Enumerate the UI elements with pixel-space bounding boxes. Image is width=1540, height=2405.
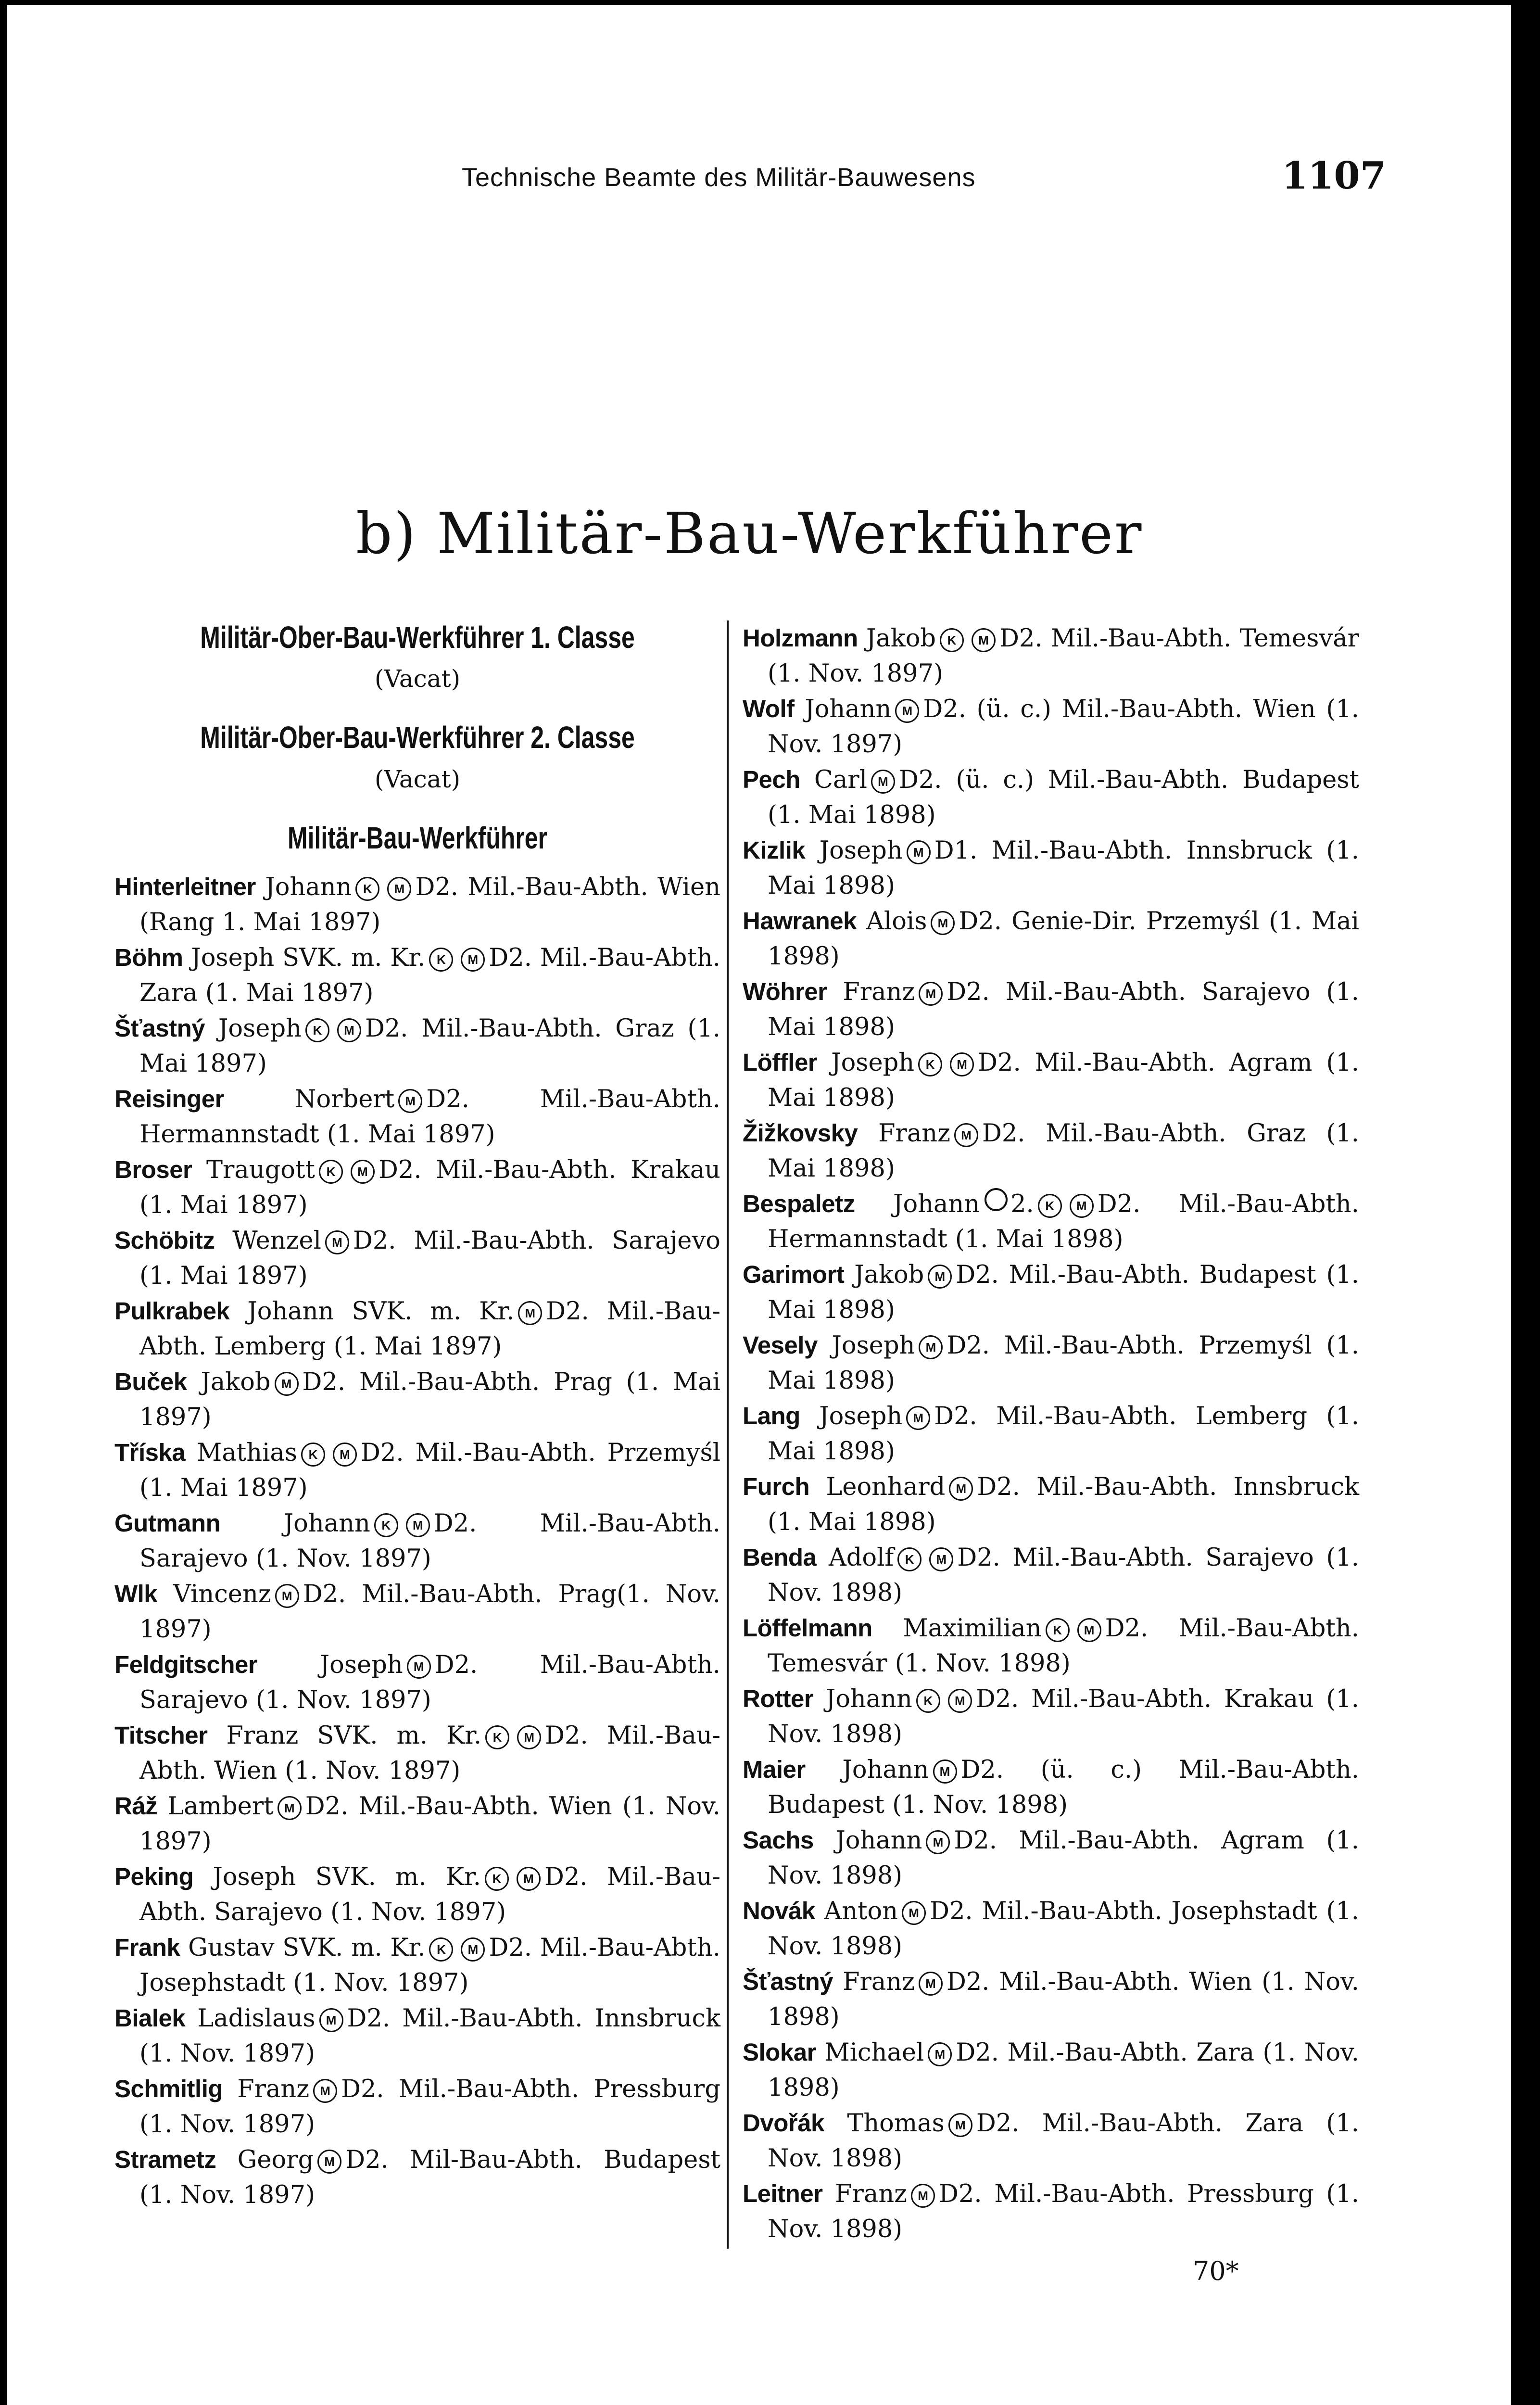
entry-details: D2. Mil.-Bau-Abth. Zara (1. Nov. 1898): [768, 2109, 1359, 2173]
scan-edge-left: [0, 0, 7, 2405]
personnel-entry: [743, 1186, 1359, 1257]
personnel-entry: [743, 1610, 1359, 1681]
entry-details: D2. Mil.-Bau-Abth. Graz (1. Mai 1898): [768, 1119, 1359, 1183]
entry-name: Strametz: [114, 2146, 216, 2174]
entry-details: D2. Mil.-Bau-Abth. Sarajevo (1. Nov. 1897): [139, 1863, 720, 1927]
entry-firstname: Johann: [893, 1190, 980, 1218]
m-circle-icon: M: [928, 2042, 952, 2066]
right-column: [743, 620, 1359, 2247]
entry-name: Schmitlig: [114, 2075, 223, 2103]
entry-name: Lang: [743, 1402, 800, 1430]
m-circle-icon: M: [317, 2150, 341, 2174]
entry-details: D2. Mil.-Bau-Abth. Temesvár (1. Nov. 1898): [768, 1614, 1359, 1678]
signature-mark: 70*: [1193, 2256, 1239, 2286]
m-circle-icon: M: [406, 1513, 430, 1537]
entry-firstname: Thomas: [847, 2109, 945, 2138]
entry-details: D2. Mil.-Bau-Abth. Pressburg (1. Nov. 1898): [768, 2180, 1359, 2243]
personnel-entry: [114, 940, 720, 1011]
entry-details: D2. Mil.-Bau-Abth. Zara (1. Nov. 1898): [768, 2038, 1359, 2102]
m-circle-icon: M: [461, 1937, 485, 1962]
entry-name: Böhm: [114, 944, 183, 972]
entry-firstname: Joseph: [819, 1402, 903, 1430]
entry-details: D2. Mil.-Bau-Abth. Agram (1. Mai 1898): [768, 1049, 1360, 1112]
entry-name: Pulkrabek: [114, 1297, 230, 1325]
personnel-entry: [114, 1081, 720, 1152]
personnel-entry: [114, 1223, 720, 1293]
personnel-entry: [743, 2035, 1359, 2105]
entry-details: D2. Mil.-Bau-Abth. Sarajevo (1. Mai 1897): [139, 1227, 720, 1291]
entry-details: D2. (ü. c.) Mil.-Bau-Abth. Wien (1. Nov. 1897): [768, 695, 1359, 759]
personnel-entry: [743, 2105, 1359, 2176]
entry-details: D2. Mil.-Bau-Abth. Sarajevo (1. Mai 1898): [768, 978, 1359, 1041]
m-circle-icon: M: [948, 1689, 972, 1713]
m-circle-icon: M: [919, 982, 943, 1006]
m-circle-icon: M: [325, 1230, 349, 1254]
entry-name: Benda: [743, 1544, 817, 1571]
m-circle-icon: M: [906, 1406, 930, 1430]
personnel-entry: [743, 1469, 1359, 1540]
k-circle-icon: K: [485, 1867, 509, 1891]
m-circle-icon: M: [387, 877, 411, 901]
k-circle-icon: K: [355, 877, 379, 901]
entry-name: Sachs: [743, 1826, 814, 1854]
personnel-entry: [743, 903, 1359, 974]
k-circle-icon: K: [485, 1725, 509, 1749]
m-circle-icon: M: [919, 1335, 943, 1359]
entry-name: Bespaletz: [743, 1190, 855, 1217]
entry-firstname: Vincenz: [173, 1580, 271, 1609]
scan-edge-right: [1511, 0, 1540, 2405]
personnel-entry: [114, 1859, 720, 1930]
entry-firstname: Joseph SVK. m. Kr.: [213, 1863, 481, 1892]
m-circle-icon: M: [275, 1372, 299, 1396]
personnel-entry: [743, 1540, 1359, 1610]
k-circle-icon: K: [429, 948, 453, 972]
entry-firstname: Franz: [843, 978, 915, 1006]
entry-name: Löffelmann: [743, 1614, 872, 1642]
entry-name: Tříska: [114, 1439, 186, 1467]
entry-name: Wolf: [743, 695, 795, 722]
k-circle-icon: K: [1046, 1618, 1070, 1642]
entry-details: D2. Mil.-Bau-Abth. Wien (1. Nov. 1897): [139, 1721, 720, 1785]
entry-firstname: Franz: [843, 1968, 915, 1996]
m-circle-icon: M: [517, 1725, 541, 1749]
entry-details: D2. Mil.-Bau-Abth. Josephstadt (1. Nov. 1897): [139, 1934, 720, 1998]
entry-firstname: Joseph: [319, 1651, 403, 1680]
entry-firstname: Johann: [842, 1756, 929, 1784]
entry-details: D2. (ü. c.) Mil.-Bau-Abth. Budapest (1. Nov. 1898): [768, 1756, 1359, 1819]
entry-firstname: Jakob: [866, 624, 936, 653]
rank-heading-3: Militär-Bau-Werkführer: [288, 820, 547, 855]
m-circle-icon: M: [911, 2184, 935, 2208]
entry-details: D2. Mil.-Bau-Abth. Lemberg (1. Mai 1897): [139, 1297, 720, 1361]
personnel-entry: [743, 974, 1359, 1045]
entry-name: Wöhrer: [743, 978, 827, 1005]
entry-name: Vesely: [743, 1331, 818, 1359]
personnel-entry: [114, 1293, 720, 1364]
k-circle-icon: K: [301, 1443, 325, 1467]
personnel-entry: [114, 1788, 720, 1859]
k-circle-icon: K: [305, 1018, 329, 1042]
rank-heading-1: Militär-Ober-Bau-Werkführer 1. Classe: [200, 620, 635, 655]
entry-firstname: Anton: [824, 1897, 898, 1925]
entry-name: Rotter: [743, 1685, 814, 1712]
entry-name: Holzmann: [743, 624, 858, 652]
m-circle-icon: M: [1077, 1618, 1101, 1642]
personnel-entry: [114, 2142, 720, 2213]
entry-details: D2. Mil.-Bau-Abth. Hermannstadt (1. Mai 1898): [768, 1190, 1359, 1253]
entry-details: D2. Mil.-Bau-Abth. Budapest (1. Mai 1898): [768, 1261, 1359, 1324]
personnel-entry: [114, 869, 720, 940]
m-circle-icon: M: [337, 1018, 361, 1042]
entry-name: Dvořák: [743, 2109, 824, 2137]
personnel-entry: [743, 1257, 1359, 1328]
entry-firstname: Johann: [805, 695, 892, 723]
personnel-entry: [114, 1506, 720, 1576]
page-number: 1107: [1282, 154, 1387, 198]
left-entry-list: [114, 869, 720, 2213]
entry-details: D2. Mil.-Bau-Abth. Krakau (1. Mai 1897): [139, 1156, 720, 1220]
entry-details: D2. Genie-Dir. Przemyśl (1. Mai 1898): [768, 907, 1359, 971]
decoration-ring-icon: [985, 1188, 1008, 1211]
personnel-entry: [743, 1964, 1359, 2035]
entry-details: D2. Mil.-Bau-Abth. Sarajevo (1. Nov. 1897): [139, 1509, 720, 1573]
k-circle-icon: K: [916, 1689, 940, 1713]
m-circle-icon: M: [929, 1547, 953, 1571]
entry-firstname: Wenzel: [232, 1227, 321, 1255]
entry-firstname: Alois: [866, 907, 927, 936]
personnel-entry: [114, 1930, 720, 2000]
left-column: [114, 620, 720, 2213]
personnel-entry: [114, 2000, 720, 2071]
entry-details: D2. (ü. c.) Mil.-Bau-Abth. Budapest (1. Mai 1898): [768, 766, 1360, 829]
entry-details: D2. Mil.-Bau-Abth. Wien (1. Nov. 1897): [139, 1792, 720, 1856]
m-circle-icon: M: [461, 948, 485, 972]
m-circle-icon: M: [907, 840, 931, 864]
m-circle-icon: M: [275, 1584, 299, 1608]
entry-details: D1. Mil.-Bau-Abth. Innsbruck (1. Mai 1898): [768, 836, 1359, 900]
m-circle-icon: M: [351, 1160, 375, 1184]
m-circle-icon: M: [972, 628, 996, 652]
entry-name: Titscher: [114, 1721, 208, 1749]
personnel-entry: [743, 762, 1359, 833]
entry-firstname: Johann: [265, 873, 352, 902]
k-circle-icon: K: [897, 1547, 921, 1571]
entry-details: D2. Mil.-Bau-Abth. Zara (1. Mai 1897): [139, 944, 721, 1008]
entry-name: Garimort: [743, 1261, 845, 1288]
entry-name: Löffler: [743, 1049, 818, 1076]
entry-firstname: Lambert: [167, 1792, 274, 1821]
m-circle-icon: M: [1070, 1194, 1094, 1218]
personnel-entry: [114, 1152, 720, 1223]
entry-details: D2. Mil.-Bau-Abth. Graz (1. Mai 1897): [139, 1014, 720, 1078]
entry-details: D2. Mil-Bau-Abth. Budapest (1. Nov. 1897): [139, 2146, 720, 2210]
m-circle-icon: M: [278, 1796, 302, 1820]
m-circle-icon: M: [398, 1089, 422, 1113]
personnel-entry: [114, 1364, 720, 1435]
m-circle-icon: M: [518, 1301, 542, 1325]
k-circle-icon: K: [940, 628, 964, 652]
personnel-entry: [743, 1398, 1359, 1469]
rank-note-2: (Vacat): [374, 765, 461, 793]
column-divider: [727, 620, 729, 2249]
entry-firstname: Carl: [814, 766, 867, 794]
entry-name: Hawranek: [743, 907, 857, 935]
m-circle-icon: M: [902, 1901, 926, 1925]
m-circle-icon: M: [313, 2079, 337, 2103]
personnel-entry: [743, 1115, 1359, 1186]
personnel-entry: [743, 691, 1359, 762]
m-circle-icon: M: [950, 1052, 974, 1076]
m-circle-icon: M: [333, 1443, 357, 1467]
m-circle-icon: M: [933, 1759, 957, 1784]
entry-details: D2. Mil.-Bau-Abth. Hermannstadt (1. Mai 1897): [139, 1085, 720, 1149]
entry-name: Šťastný: [743, 1968, 833, 1995]
entry-firstname: Jakob: [201, 1368, 271, 1397]
entry-name: Frank: [114, 1934, 180, 1962]
entry-name: Ráž: [114, 1792, 158, 1820]
decoration-class: 2.: [1010, 1190, 1034, 1218]
entry-name: Leitner: [743, 2180, 823, 2207]
entry-name: Buček: [114, 1368, 187, 1396]
entry-firstname: Franz: [878, 1119, 950, 1148]
right-entry-list: [743, 620, 1359, 2247]
scan-edge-top: [0, 0, 1540, 5]
entry-details: D2. Mil.-Bau-Abth. Prag(1. Nov. 1897): [139, 1580, 720, 1644]
entry-details: D2. Mil.-Bau-Abth. Sarajevo (1. Nov. 1898): [768, 1544, 1359, 1607]
personnel-entry: [743, 1823, 1359, 1893]
k-circle-icon: K: [374, 1513, 398, 1537]
m-circle-icon: M: [407, 1655, 431, 1679]
rank-note-1: (Vacat): [374, 665, 461, 693]
personnel-entry: [743, 1328, 1359, 1398]
entry-firstname: Gustav SVK. m. Kr.: [188, 1934, 426, 1962]
entry-firstname: Traugott: [206, 1156, 315, 1185]
entry-details: D2. Mil.-Bau-Abth. Prag (1. Mai 1897): [139, 1368, 720, 1432]
entry-name: Wlk: [114, 1580, 158, 1608]
entry-details: D2. Mil.-Bau-Abth. Lemberg (1. Mai 1898): [768, 1402, 1359, 1466]
entry-firstname: Johann: [283, 1509, 370, 1538]
entry-firstname: Johann: [825, 1685, 912, 1713]
entry-name: Hinterleitner: [114, 873, 256, 901]
k-circle-icon: K: [1038, 1194, 1062, 1218]
m-circle-icon: M: [931, 911, 955, 935]
entry-details: D2. Mil.-Bau-Abth. Innsbruck (1. Nov. 1897): [139, 2004, 720, 2068]
personnel-entry: [114, 1576, 720, 1647]
entry-firstname: Jakob: [854, 1261, 924, 1289]
entry-details: D2. Mil.-Bau-Abth. Innsbruck (1. Mai 1898): [768, 1473, 1359, 1536]
entry-name: Pech: [743, 766, 800, 793]
rank-heading-2: Militär-Ober-Bau-Werkführer 2. Classe: [200, 720, 635, 755]
entry-details: D2. Mil.-Bau-Abth. Sarajevo (1. Nov. 1897): [139, 1651, 720, 1715]
entry-details: D2. Mil.-Bau-Abth. Krakau (1. Nov. 1898): [768, 1685, 1359, 1748]
entry-details: D2. Mil.-Bau-Abth. Wien (Rang 1. Mai 1897): [139, 873, 720, 937]
entry-firstname: Johann: [835, 1826, 922, 1855]
entry-name: Bialek: [114, 2004, 186, 2032]
entry-firstname: Leonhard: [826, 1473, 946, 1501]
entry-firstname: Joseph: [218, 1014, 302, 1043]
personnel-entry: [743, 2176, 1359, 2247]
personnel-entry: [743, 620, 1359, 691]
entry-firstname: Adolf: [828, 1544, 894, 1572]
entry-details: D2. Mil.-Bau-Abth. Pressburg (1. Nov. 1897): [139, 2075, 720, 2139]
personnel-entry: [114, 1011, 720, 1081]
entry-firstname: Joseph: [831, 1049, 915, 1077]
entry-details: D2. Mil.-Bau-Abth. Agram (1. Nov. 1898): [768, 1826, 1360, 1890]
entry-name: Reisinger: [114, 1085, 224, 1113]
section-title: b) Militär-Bau-Werkführer: [356, 500, 1143, 567]
m-circle-icon: M: [926, 1830, 950, 1854]
personnel-entry: [743, 1681, 1359, 1752]
entry-firstname: Joseph SVK. m. Kr.: [191, 944, 426, 973]
entry-firstname: Joseph: [832, 1331, 915, 1360]
entry-name: Gutmann: [114, 1509, 221, 1537]
entry-firstname: Mathias: [197, 1439, 298, 1468]
personnel-entry: [743, 1893, 1359, 1964]
entry-firstname: Michael: [824, 2038, 924, 2067]
entry-firstname: Franz: [835, 2180, 908, 2208]
entry-name: Furch: [743, 1473, 810, 1500]
personnel-entry: [743, 1752, 1359, 1823]
personnel-entry: [114, 2071, 720, 2142]
k-circle-icon: K: [429, 1937, 453, 1962]
personnel-entry: [114, 1718, 720, 1788]
entry-firstname: Johann SVK. m. Kr.: [247, 1297, 515, 1326]
m-circle-icon: M: [319, 2008, 343, 2032]
entry-details: D2. Mil.-Bau-Abth. Przemyśl (1. Mai 1897): [139, 1439, 721, 1503]
personnel-entry: [114, 1647, 720, 1718]
m-circle-icon: M: [919, 1972, 943, 1996]
entry-name: Slokar: [743, 2038, 816, 2066]
entry-name: Kizlik: [743, 836, 806, 864]
personnel-entry: [114, 1435, 720, 1506]
entry-details: D2. Mil.-Bau-Abth. Wien (1. Nov. 1898): [768, 1968, 1359, 2031]
entry-name: Šťastný: [114, 1014, 205, 1042]
m-circle-icon: M: [871, 770, 895, 794]
entry-name: Maier: [743, 1756, 806, 1783]
k-circle-icon: K: [319, 1160, 343, 1184]
entry-name: Peking: [114, 1863, 194, 1891]
entry-name: Broser: [114, 1156, 192, 1184]
running-head: Technische Beamte des Militär-Bauwesens: [462, 163, 976, 192]
entry-firstname: Georg: [237, 2146, 314, 2175]
entry-firstname: Franz SVK. m. Kr.: [226, 1721, 482, 1750]
entry-firstname: Norbert: [294, 1085, 395, 1114]
personnel-entry: [743, 833, 1359, 903]
entry-firstname: Ladislaus: [197, 2004, 316, 2033]
k-circle-icon: K: [918, 1052, 942, 1076]
entry-name: Feldgitscher: [114, 1651, 258, 1679]
entry-firstname: Maximilian: [903, 1614, 1042, 1643]
m-circle-icon: M: [928, 1265, 952, 1289]
m-circle-icon: M: [895, 699, 919, 723]
entry-name: Schöbitz: [114, 1227, 215, 1254]
entry-details: D2. Mil.-Bau-Abth. Josephstadt (1. Nov. 1898): [768, 1897, 1359, 1961]
m-circle-icon: M: [948, 2113, 972, 2137]
entry-firstname: Franz: [237, 2075, 310, 2104]
m-circle-icon: M: [517, 1867, 541, 1891]
entry-details: D2. Mil.-Bau-Abth. Przemyśl (1. Mai 1898): [768, 1331, 1360, 1395]
m-circle-icon: M: [954, 1123, 978, 1147]
entry-details: D2. Mil.-Bau-Abth. Temesvár (1. Nov. 1897): [768, 624, 1359, 688]
m-circle-icon: M: [949, 1477, 973, 1501]
entry-name: Žižkovsky: [743, 1119, 858, 1147]
entry-firstname: Joseph: [819, 836, 903, 865]
entry-name: Novák: [743, 1897, 815, 1924]
personnel-entry: [743, 1045, 1359, 1115]
